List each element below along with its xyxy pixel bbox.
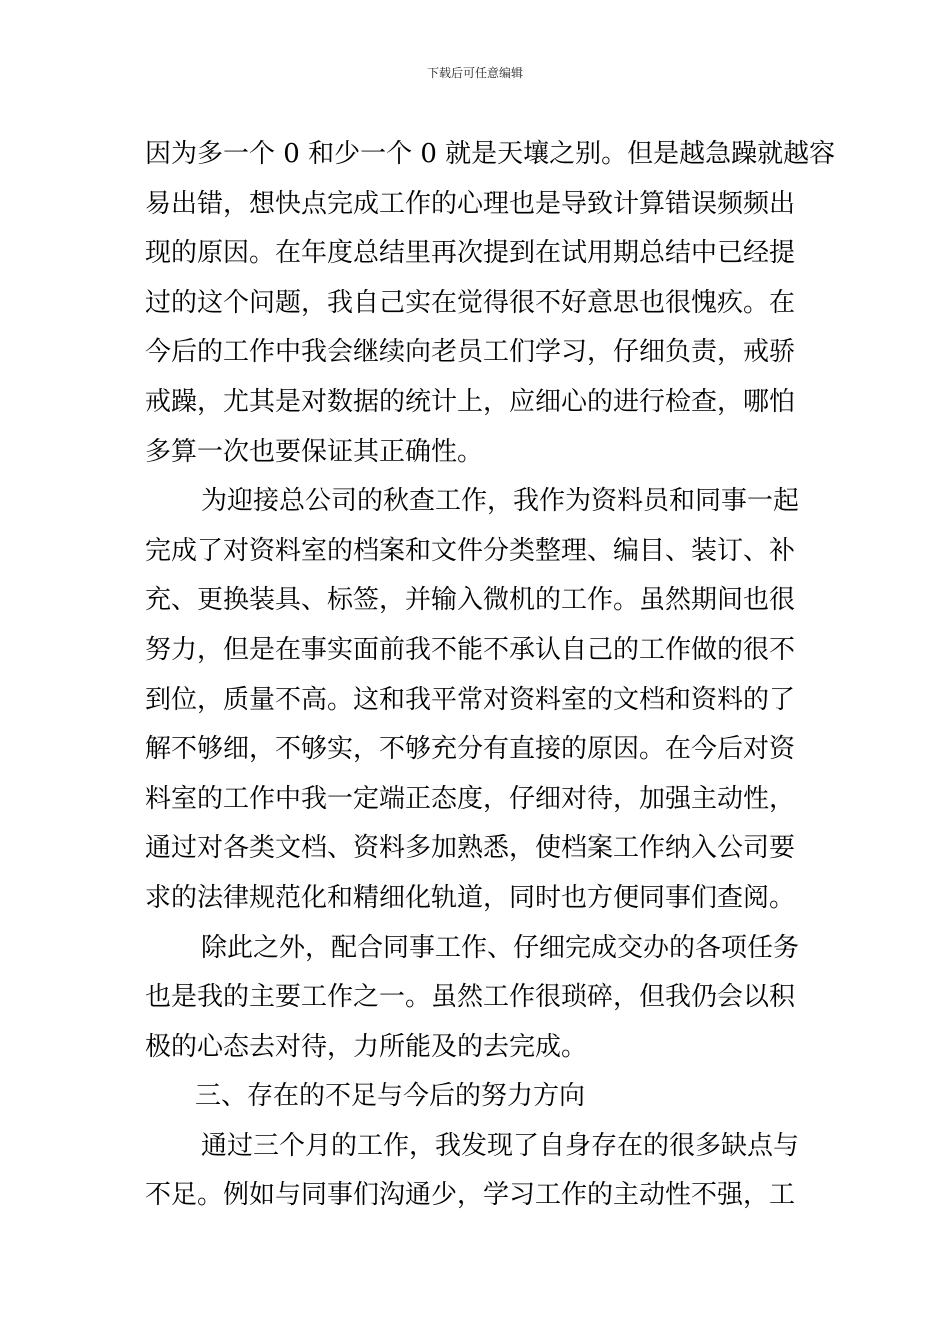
text-line: 到位，质量不高。这和我平常对资料室的文档和资料的了 xyxy=(145,684,796,715)
text-line: 不足。例如与同事们沟通少，学习工作的主动性不强，工 xyxy=(145,1180,796,1211)
text-line: 通过对各类文档、资料多加熟悉，使档案工作纳入公司要 xyxy=(145,833,796,864)
section-heading: 三、存在的不足与今后的努力方向 xyxy=(195,1081,586,1112)
text-line: 现的原因。在年度总结里再次提到在试用期总结中已经提 xyxy=(145,238,796,269)
text-line: 完成了对资料室的档案和文件分类整理、编目、装订、补 xyxy=(145,535,796,566)
paragraph-start-line: 除此之外，配合同事工作、仔细完成交办的各项任务 xyxy=(201,932,800,963)
text-line: 过的这个问题，我自己实在觉得很不好意思也很愧疚。在 xyxy=(145,287,796,318)
page-header: 下载后可任意编辑 xyxy=(426,66,523,80)
document-body xyxy=(145,130,836,1221)
text-line: 充、更换装具、标签，并输入微机的工作。虽然期间也很 xyxy=(145,585,796,616)
text-line: 努力，但是在事实面前我不能不承认自己的工作做的很不 xyxy=(145,634,796,665)
text-line: 也是我的主要工作之一。虽然工作很琐碎，但我仍会以积 xyxy=(145,982,796,1013)
text-line: 易出错，想快点完成工作的心理也是导致计算错误频频出 xyxy=(145,188,796,219)
text-line: 料室的工作中我一定端正态度，仔细对待，加强主动性， xyxy=(145,783,796,814)
paragraph-start-line: 通过三个月的工作，我发现了自身存在的很多缺点与 xyxy=(201,1130,800,1161)
text-line: 戒躁，尤其是对数据的统计上，应细心的进行检查，哪怕 xyxy=(145,386,796,417)
text-line: 多算一次也要保证其正确性。 xyxy=(145,436,484,467)
paragraph-start-line: 为迎接总公司的秋查工作，我作为资料员和同事一起 xyxy=(201,486,800,517)
text-line: 因为多一个 0 和少一个 0 就是天壤之别。但是越急躁就越容 xyxy=(145,139,836,169)
text-line: 今后的工作中我会继续向老员工们学习，仔细负责，戒骄 xyxy=(145,337,796,368)
text-line: 解不够细，不够实，不够充分有直接的原因。在今后对资 xyxy=(145,734,796,765)
text-line: 求的法律规范化和精细化轨道，同时也方便同事们查阅。 xyxy=(145,882,796,913)
text-line: 极的心态去对待，力所能及的去完成。 xyxy=(145,1031,588,1062)
